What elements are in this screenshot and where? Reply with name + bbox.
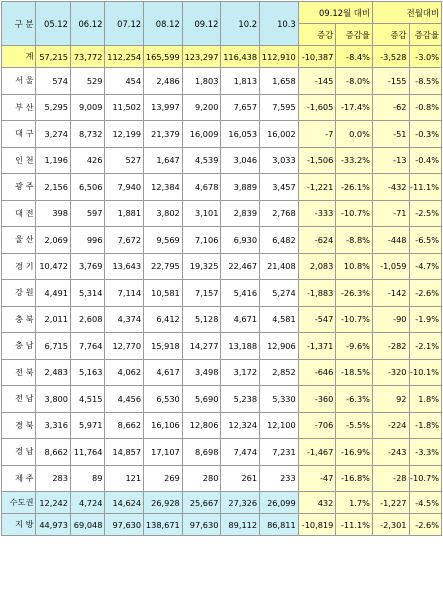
region-row bbox=[2, 465, 442, 492]
value-cell: -26.3% bbox=[336, 280, 373, 307]
value-cell: -3,528 bbox=[372, 46, 409, 68]
value-cell: -547 bbox=[298, 306, 336, 333]
row-label: 경 기 bbox=[2, 253, 36, 280]
row-label: 인 천 bbox=[2, 147, 36, 174]
value-cell: 7,106 bbox=[182, 227, 221, 254]
header-vs-0912: 09.12월 대비 bbox=[298, 2, 372, 24]
value-cell: 0.0% bbox=[336, 121, 373, 148]
value-cell: 121 bbox=[105, 465, 144, 492]
value-cell: 7,114 bbox=[105, 280, 144, 307]
value-cell: 7,595 bbox=[260, 94, 299, 121]
value-cell: 57,215 bbox=[36, 46, 70, 68]
value-cell: 6,530 bbox=[144, 386, 183, 413]
value-cell: -1,221 bbox=[298, 174, 336, 201]
value-cell: 9,569 bbox=[144, 227, 183, 254]
header-year: 10.3 bbox=[260, 2, 299, 46]
value-cell: 3,274 bbox=[36, 121, 70, 148]
value-cell: 4,515 bbox=[70, 386, 104, 413]
row-label: 대 전 bbox=[2, 200, 36, 227]
region-row bbox=[2, 412, 442, 439]
value-cell: 5,238 bbox=[221, 386, 260, 413]
value-cell: -1,227 bbox=[372, 492, 409, 514]
header-category: 구 분 bbox=[2, 2, 36, 46]
value-cell: 3,769 bbox=[70, 253, 104, 280]
value-cell: 3,033 bbox=[260, 147, 299, 174]
value-cell: -224 bbox=[372, 412, 409, 439]
value-cell: 11,764 bbox=[70, 439, 104, 466]
row-label: 경 북 bbox=[2, 412, 36, 439]
value-cell: 5,330 bbox=[260, 386, 299, 413]
value-cell: 3,802 bbox=[144, 200, 183, 227]
value-cell: -2,301 bbox=[372, 514, 409, 536]
value-cell: 261 bbox=[221, 465, 260, 492]
region-row bbox=[2, 174, 442, 201]
value-cell: -243 bbox=[372, 439, 409, 466]
value-cell: 116,438 bbox=[221, 46, 260, 68]
value-cell: -142 bbox=[372, 280, 409, 307]
value-cell: -624 bbox=[298, 227, 336, 254]
value-cell: 7,157 bbox=[182, 280, 221, 307]
value-cell: 527 bbox=[105, 147, 144, 174]
value-cell: 25,667 bbox=[182, 492, 221, 514]
value-cell: -0.4% bbox=[409, 147, 441, 174]
value-cell: -145 bbox=[298, 68, 336, 95]
value-cell: -1.8% bbox=[409, 412, 441, 439]
value-cell: 398 bbox=[36, 200, 70, 227]
row-label: 대 구 bbox=[2, 121, 36, 148]
region-row bbox=[2, 200, 442, 227]
value-cell: 6,715 bbox=[36, 333, 70, 360]
region-row bbox=[2, 68, 442, 95]
summary-row bbox=[2, 492, 442, 514]
value-cell: 3,800 bbox=[36, 386, 70, 413]
row-label: 경 남 bbox=[2, 439, 36, 466]
value-cell: 4,671 bbox=[221, 306, 260, 333]
value-cell: 12,806 bbox=[182, 412, 221, 439]
value-cell: 529 bbox=[70, 68, 104, 95]
value-cell: 8,662 bbox=[105, 412, 144, 439]
value-cell: 3,046 bbox=[221, 147, 260, 174]
value-cell: 9,009 bbox=[70, 94, 104, 121]
value-cell: -17.4% bbox=[336, 94, 373, 121]
region-row bbox=[2, 333, 442, 360]
value-cell: 89,112 bbox=[221, 514, 260, 536]
row-label: 제 주 bbox=[2, 465, 36, 492]
value-cell: 12,242 bbox=[36, 492, 70, 514]
value-cell: -8.8% bbox=[336, 227, 373, 254]
value-cell: -0.3% bbox=[409, 121, 441, 148]
value-cell: -448 bbox=[372, 227, 409, 254]
value-cell: -1,059 bbox=[372, 253, 409, 280]
value-cell: -3.0% bbox=[409, 46, 441, 68]
value-cell: 2,852 bbox=[260, 359, 299, 386]
value-cell: 4,678 bbox=[182, 174, 221, 201]
value-cell: 89 bbox=[70, 465, 104, 492]
value-cell: 5,295 bbox=[36, 94, 70, 121]
total-row bbox=[2, 46, 442, 68]
value-cell: 13,188 bbox=[221, 333, 260, 360]
value-cell: 7,764 bbox=[70, 333, 104, 360]
value-cell: 5,274 bbox=[260, 280, 299, 307]
value-cell: 2,011 bbox=[36, 306, 70, 333]
region-row bbox=[2, 359, 442, 386]
row-label: 충 남 bbox=[2, 333, 36, 360]
value-cell: -3.3% bbox=[409, 439, 441, 466]
value-cell: -10.7% bbox=[336, 306, 373, 333]
value-cell: -90 bbox=[372, 306, 409, 333]
value-cell: -1,605 bbox=[298, 94, 336, 121]
value-cell: 12,199 bbox=[105, 121, 144, 148]
value-cell: 3,316 bbox=[36, 412, 70, 439]
value-cell: 4,456 bbox=[105, 386, 144, 413]
summary-row bbox=[2, 514, 442, 536]
value-cell: -282 bbox=[372, 333, 409, 360]
value-cell: -155 bbox=[372, 68, 409, 95]
value-cell: -706 bbox=[298, 412, 336, 439]
row-label: 울 산 bbox=[2, 227, 36, 254]
value-cell: 1,647 bbox=[144, 147, 183, 174]
value-cell: 2,768 bbox=[260, 200, 299, 227]
value-cell: -7 bbox=[298, 121, 336, 148]
row-label: 수도권 bbox=[2, 492, 36, 514]
value-cell: 1,881 bbox=[105, 200, 144, 227]
value-cell: -6.3% bbox=[336, 386, 373, 413]
header-change-rate: 증감율 bbox=[409, 24, 441, 46]
value-cell: -8.5% bbox=[409, 68, 441, 95]
region-row bbox=[2, 439, 442, 466]
value-cell: 12,906 bbox=[260, 333, 299, 360]
value-cell: 15,918 bbox=[144, 333, 183, 360]
value-cell: 283 bbox=[36, 465, 70, 492]
value-cell: -18.5% bbox=[336, 359, 373, 386]
value-cell: 5,314 bbox=[70, 280, 104, 307]
value-cell: -26.1% bbox=[336, 174, 373, 201]
value-cell: -2.5% bbox=[409, 200, 441, 227]
row-label: 강 원 bbox=[2, 280, 36, 307]
value-cell: 138,671 bbox=[144, 514, 183, 536]
header-change: 증감 bbox=[298, 24, 336, 46]
value-cell: -360 bbox=[298, 386, 336, 413]
value-cell: 165,599 bbox=[144, 46, 183, 68]
value-cell: 7,672 bbox=[105, 227, 144, 254]
value-cell: 432 bbox=[298, 492, 336, 514]
value-cell: 16,053 bbox=[221, 121, 260, 148]
row-label: 지 방 bbox=[2, 514, 36, 536]
value-cell: 6,506 bbox=[70, 174, 104, 201]
value-cell: 7,940 bbox=[105, 174, 144, 201]
value-cell: 454 bbox=[105, 68, 144, 95]
value-cell: 26,928 bbox=[144, 492, 183, 514]
value-cell: 5,971 bbox=[70, 412, 104, 439]
value-cell: 4,062 bbox=[105, 359, 144, 386]
value-cell: -9.6% bbox=[336, 333, 373, 360]
value-cell: 123,297 bbox=[182, 46, 221, 68]
value-cell: -13 bbox=[372, 147, 409, 174]
value-cell: 2,069 bbox=[36, 227, 70, 254]
value-cell: 16,106 bbox=[144, 412, 183, 439]
region-row bbox=[2, 306, 442, 333]
header-change: 증감 bbox=[372, 24, 409, 46]
value-cell: 4,724 bbox=[70, 492, 104, 514]
value-cell: 2,156 bbox=[36, 174, 70, 201]
row-label: 광 주 bbox=[2, 174, 36, 201]
value-cell: 17,107 bbox=[144, 439, 183, 466]
value-cell: -51 bbox=[372, 121, 409, 148]
value-cell: -16.9% bbox=[336, 439, 373, 466]
value-cell: 27,326 bbox=[221, 492, 260, 514]
region-row bbox=[2, 280, 442, 307]
value-cell: 69,048 bbox=[70, 514, 104, 536]
value-cell: 3,457 bbox=[260, 174, 299, 201]
value-cell: -16.8% bbox=[336, 465, 373, 492]
value-cell: 2,608 bbox=[70, 306, 104, 333]
value-cell: 5,163 bbox=[70, 359, 104, 386]
value-cell: 12,324 bbox=[221, 412, 260, 439]
value-cell: 6,482 bbox=[260, 227, 299, 254]
value-cell: -646 bbox=[298, 359, 336, 386]
value-cell: 7,231 bbox=[260, 439, 299, 466]
value-cell: -2.1% bbox=[409, 333, 441, 360]
value-cell: 574 bbox=[36, 68, 70, 95]
statistics-table bbox=[1, 1, 442, 536]
row-label: 전 남 bbox=[2, 386, 36, 413]
value-cell: 3,889 bbox=[221, 174, 260, 201]
header-year: 06.12 bbox=[70, 2, 104, 46]
header-change-rate: 증감율 bbox=[336, 24, 373, 46]
row-label: 계 bbox=[2, 46, 36, 68]
value-cell: -33.2% bbox=[336, 147, 373, 174]
value-cell: 2,839 bbox=[221, 200, 260, 227]
value-cell: -1.9% bbox=[409, 306, 441, 333]
value-cell: -5.5% bbox=[336, 412, 373, 439]
value-cell: 26,099 bbox=[260, 492, 299, 514]
value-cell: 2,083 bbox=[298, 253, 336, 280]
value-cell: 44,973 bbox=[36, 514, 70, 536]
value-cell: -8.0% bbox=[336, 68, 373, 95]
value-cell: 16,002 bbox=[260, 121, 299, 148]
value-cell: 1,803 bbox=[182, 68, 221, 95]
value-cell: -10.7% bbox=[409, 465, 441, 492]
value-cell: 12,770 bbox=[105, 333, 144, 360]
value-cell: 5,416 bbox=[221, 280, 260, 307]
region-row bbox=[2, 121, 442, 148]
value-cell: 280 bbox=[182, 465, 221, 492]
row-label: 서 울 bbox=[2, 68, 36, 95]
value-cell: 6,930 bbox=[221, 227, 260, 254]
value-cell: -71 bbox=[372, 200, 409, 227]
value-cell: 13,997 bbox=[144, 94, 183, 121]
value-cell: 22,795 bbox=[144, 253, 183, 280]
value-cell: 10,581 bbox=[144, 280, 183, 307]
value-cell: 2,483 bbox=[36, 359, 70, 386]
value-cell: 2,486 bbox=[144, 68, 183, 95]
row-label: 부 산 bbox=[2, 94, 36, 121]
value-cell: -2.6% bbox=[409, 280, 441, 307]
header-year: 05.12 bbox=[36, 2, 70, 46]
value-cell: 4,491 bbox=[36, 280, 70, 307]
value-cell: -10.7% bbox=[336, 200, 373, 227]
value-cell: 14,277 bbox=[182, 333, 221, 360]
value-cell: 597 bbox=[70, 200, 104, 227]
value-cell: 7,657 bbox=[221, 94, 260, 121]
header-row-top bbox=[2, 2, 442, 24]
value-cell: -10,387 bbox=[298, 46, 336, 68]
value-cell: 21,408 bbox=[260, 253, 299, 280]
region-row bbox=[2, 94, 442, 121]
region-row bbox=[2, 386, 442, 413]
value-cell: 4,539 bbox=[182, 147, 221, 174]
value-cell: 97,630 bbox=[182, 514, 221, 536]
value-cell: 7,474 bbox=[221, 439, 260, 466]
value-cell: 12,100 bbox=[260, 412, 299, 439]
value-cell: 5,690 bbox=[182, 386, 221, 413]
value-cell: 14,624 bbox=[105, 492, 144, 514]
value-cell: 5,128 bbox=[182, 306, 221, 333]
value-cell: -62 bbox=[372, 94, 409, 121]
value-cell: 4,581 bbox=[260, 306, 299, 333]
value-cell: 8,732 bbox=[70, 121, 104, 148]
row-label: 충 북 bbox=[2, 306, 36, 333]
value-cell: 426 bbox=[70, 147, 104, 174]
value-cell: 996 bbox=[70, 227, 104, 254]
value-cell: 92 bbox=[372, 386, 409, 413]
value-cell: 1,196 bbox=[36, 147, 70, 174]
header-year: 10.2 bbox=[221, 2, 260, 46]
value-cell: 8,698 bbox=[182, 439, 221, 466]
value-cell: 10.8% bbox=[336, 253, 373, 280]
region-row bbox=[2, 147, 442, 174]
value-cell: 86,811 bbox=[260, 514, 299, 536]
header-year: 08.12 bbox=[144, 2, 183, 46]
value-cell: 19,325 bbox=[182, 253, 221, 280]
region-row bbox=[2, 253, 442, 280]
header-year: 07.12 bbox=[105, 2, 144, 46]
value-cell: -1,506 bbox=[298, 147, 336, 174]
value-cell: 3,172 bbox=[221, 359, 260, 386]
value-cell: -432 bbox=[372, 174, 409, 201]
region-row bbox=[2, 227, 442, 254]
header-year: 09.12 bbox=[182, 2, 221, 46]
value-cell: -8.4% bbox=[336, 46, 373, 68]
value-cell: 10,472 bbox=[36, 253, 70, 280]
value-cell: 73,772 bbox=[70, 46, 104, 68]
value-cell: 6,412 bbox=[144, 306, 183, 333]
value-cell: -28 bbox=[372, 465, 409, 492]
value-cell: -1,883 bbox=[298, 280, 336, 307]
value-cell: 3,101 bbox=[182, 200, 221, 227]
value-cell: 8,662 bbox=[36, 439, 70, 466]
value-cell: -0.8% bbox=[409, 94, 441, 121]
value-cell: -47 bbox=[298, 465, 336, 492]
row-label: 전 북 bbox=[2, 359, 36, 386]
value-cell: 3,498 bbox=[182, 359, 221, 386]
value-cell: 16,009 bbox=[182, 121, 221, 148]
value-cell: 9,200 bbox=[182, 94, 221, 121]
value-cell: -10,819 bbox=[298, 514, 336, 536]
value-cell: 22,467 bbox=[221, 253, 260, 280]
value-cell: 97,630 bbox=[105, 514, 144, 536]
value-cell: 4,374 bbox=[105, 306, 144, 333]
header-vs-prev-month: 전월대비 bbox=[372, 2, 441, 24]
value-cell: -320 bbox=[372, 359, 409, 386]
value-cell: 4,617 bbox=[144, 359, 183, 386]
value-cell: -4.5% bbox=[409, 492, 441, 514]
value-cell: -11.1% bbox=[409, 174, 441, 201]
value-cell: -333 bbox=[298, 200, 336, 227]
value-cell: 11,502 bbox=[105, 94, 144, 121]
value-cell: -1,467 bbox=[298, 439, 336, 466]
value-cell: -4.7% bbox=[409, 253, 441, 280]
value-cell: 233 bbox=[260, 465, 299, 492]
value-cell: -6.5% bbox=[409, 227, 441, 254]
value-cell: 269 bbox=[144, 465, 183, 492]
value-cell: -11.1% bbox=[336, 514, 373, 536]
value-cell: 13,643 bbox=[105, 253, 144, 280]
value-cell: 14,857 bbox=[105, 439, 144, 466]
value-cell: 12,384 bbox=[144, 174, 183, 201]
value-cell: 112,910 bbox=[260, 46, 299, 68]
value-cell: 112,254 bbox=[105, 46, 144, 68]
value-cell: 1,813 bbox=[221, 68, 260, 95]
value-cell: 21,379 bbox=[144, 121, 183, 148]
value-cell: -2.6% bbox=[409, 514, 441, 536]
value-cell: -10.1% bbox=[409, 359, 441, 386]
value-cell: 1,658 bbox=[260, 68, 299, 95]
value-cell: -1,371 bbox=[298, 333, 336, 360]
value-cell: 1.7% bbox=[336, 492, 373, 514]
value-cell: 1.8% bbox=[409, 386, 441, 413]
